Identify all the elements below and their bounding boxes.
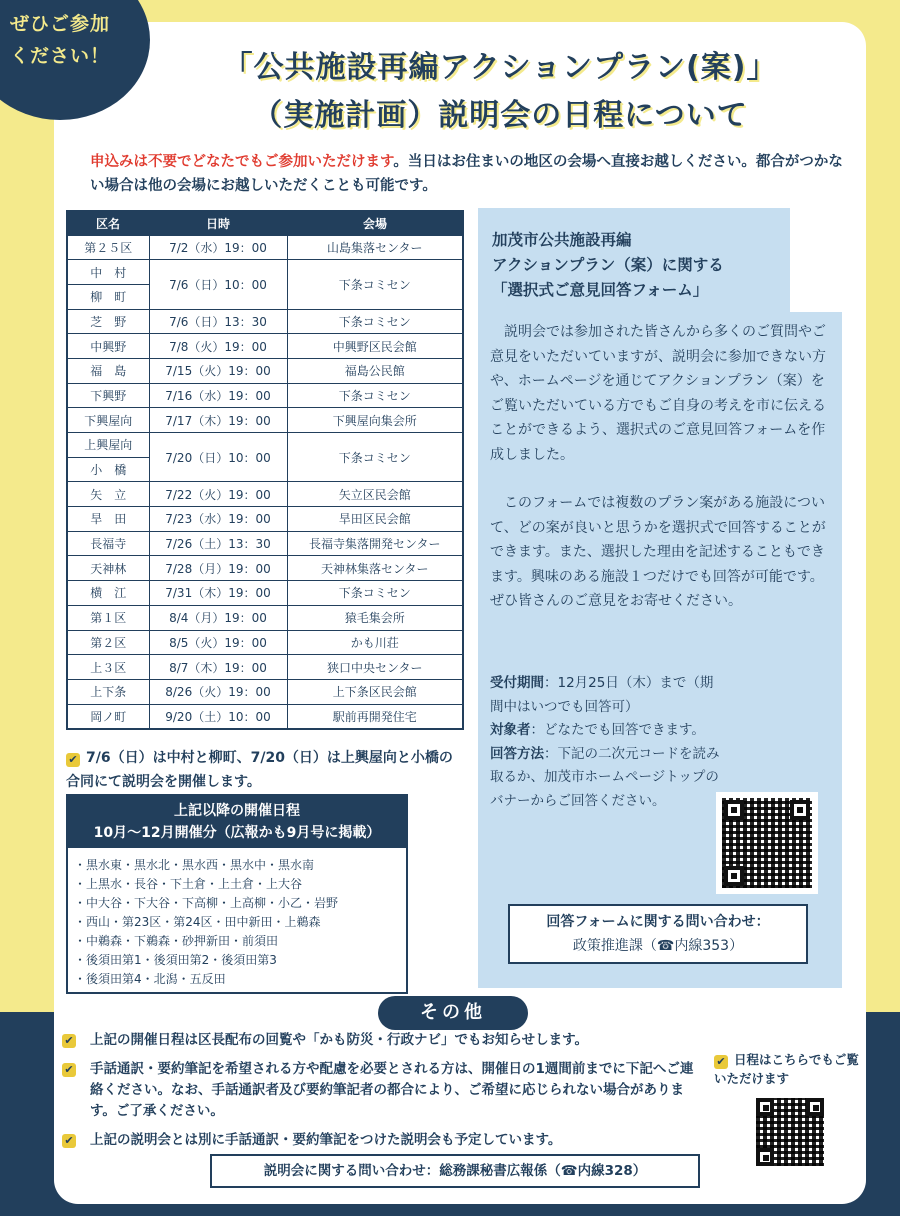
col-area-header: 区名 (67, 211, 149, 235)
cell-area: 第２５区 (67, 235, 149, 260)
later-head-line1: 上記以降の開催日程 (174, 803, 300, 819)
cell-venue: 山島集落センター (287, 235, 463, 260)
schedule-header-row (67, 211, 463, 235)
target-value: ：どなたでも回答できます。 (530, 722, 705, 738)
cell-date: 7/15（火）19：00 (149, 358, 287, 383)
cell-area: 芝 野 (67, 309, 149, 334)
target-row (490, 719, 720, 743)
table-row (67, 334, 463, 359)
table-row (67, 630, 463, 655)
table-row (67, 581, 463, 606)
table-row (67, 605, 463, 630)
cell-date: 7/20（日）10：00 (149, 433, 287, 482)
col-venue-header: 会場 (287, 211, 463, 235)
cell-date: 7/2（水）19：00 (149, 235, 287, 260)
list-item (62, 1130, 702, 1151)
side-note-text: 日程はこちらでもご覧いただけます (714, 1052, 859, 1086)
checkmark-icon: ✔ (62, 1134, 76, 1148)
other-heading: その他 (378, 996, 528, 1030)
bullet-text: 上記の開催日程は区長配布の回覧や「かも防災・行政ナビ」でもお知らせします。 (90, 1032, 589, 1048)
checkmark-icon: ✔ (62, 1063, 76, 1077)
cell-venue: かも川荘 (287, 630, 463, 655)
cell-date: 7/6（日）13：30 (149, 309, 287, 334)
cell-venue: 福島公民館 (287, 358, 463, 383)
list-item: ・上黒水・長谷・下土倉・上土倉・上大谷 (74, 877, 303, 891)
list-item: ・西山・第23区・第24区・田中新田・上鵜森 (74, 915, 321, 929)
cell-area: 中 村 (67, 260, 149, 285)
intro-red2: どなたでもご参加いただけます (191, 154, 394, 170)
table-row (67, 383, 463, 408)
panel-title-line1: 加茂市公共施設再編 (492, 231, 632, 249)
qr-finder (724, 800, 744, 820)
qr-finder (724, 866, 744, 886)
later-schedule-box (66, 794, 408, 994)
note-text: 7/6（日）は中村と柳町、7/20（日）は上興屋向と小橋の合同にて説明会を開催します。 (66, 750, 453, 790)
cell-date: 8/7（木）19：00 (149, 655, 287, 680)
cell-venue: 狭口中央センター (287, 655, 463, 680)
cell-date: 7/31（木）19：00 (149, 581, 287, 606)
intro-text (90, 150, 850, 198)
cell-venue: 下条コミセン (287, 309, 463, 334)
qr-finder (756, 1148, 774, 1166)
cell-area: 上下条 (67, 679, 149, 704)
cell-area: 第２区 (67, 630, 149, 655)
table-row (67, 704, 463, 729)
qr-finder (790, 800, 810, 820)
cell-area: 福 島 (67, 358, 149, 383)
cell-area: 上興屋向 (67, 433, 149, 458)
cell-area: 長福寺 (67, 531, 149, 556)
qr-finder (806, 1098, 824, 1116)
cell-area: 矢 立 (67, 482, 149, 507)
cell-area: 柳 町 (67, 284, 149, 309)
list-item: ・後須田第4・北潟・五反田 (74, 972, 226, 986)
cell-date: 7/23（水）19：00 (149, 507, 287, 532)
cell-date: 7/16（水）19：00 (149, 383, 287, 408)
panel-title-line3: 「選択式ご意見回答フォーム」 (492, 281, 709, 299)
list-item: ・黒水東・黒水北・黒水西・黒水中・黒水南 (74, 858, 315, 872)
table-row (67, 482, 463, 507)
cell-area: 中興野 (67, 334, 149, 359)
cell-area: 下興屋向 (67, 408, 149, 433)
cell-venue: 猿毛集会所 (287, 605, 463, 630)
table-row (67, 433, 463, 458)
cell-area: 第１区 (67, 605, 149, 630)
cell-date: 8/4（月）19：00 (149, 605, 287, 630)
bullet-text: 上記の説明会とは別に手話通訳・要約筆記をつけた説明会も予定しています。 (90, 1132, 562, 1148)
cell-area: 旱 田 (67, 507, 149, 532)
cell-date: 8/5（火）19：00 (149, 630, 287, 655)
method-label: 回答方法 (490, 745, 544, 762)
cell-venue: 下条コミセン (287, 581, 463, 606)
cell-area: 上３区 (67, 655, 149, 680)
cell-date: 9/20（土）10：00 (149, 704, 287, 729)
cell-venue: 駅前再開発住宅 (287, 704, 463, 729)
list-item: ・中大谷・下大谷・下高柳・上高柳・小乙・岩野 (74, 896, 339, 910)
cell-venue: 旱田区民会館 (287, 507, 463, 532)
other-bullets (62, 1030, 702, 1159)
col-date-header: 日時 (149, 211, 287, 235)
later-area-list (68, 848, 406, 989)
table-row (67, 531, 463, 556)
title-line2: （実施計画）説明会の日程について (252, 98, 748, 133)
list-item: ・中鵜森・下鵜森・砂押新田・前須田 (74, 934, 279, 948)
panel-body (490, 320, 830, 638)
intro-red1: 申込みは不要で (90, 154, 192, 170)
period-value: ：12月25日（木）まで（期間中はいつでも回答可） (490, 675, 714, 715)
bullet-text: 手話通訳・要約筆記を希望される方や配慮を必要とされる方は、開催日の1週間前までに下記へご連絡ください。なお、手話通訳者及び要約筆記者の都合により、ご希望に応じられない場合があります。ご了承ください。 (90, 1061, 694, 1119)
table-row (67, 507, 463, 532)
cell-venue: 下条コミセン (287, 433, 463, 482)
form-contact-box (508, 904, 808, 964)
badge-line1: ぜひご参加 (10, 13, 111, 35)
panel-title-line2: アクションプラン（案）に関する (492, 256, 724, 274)
list-item (62, 1030, 702, 1051)
title-line1: 「公共施設再編アクションプラン(案)」 (222, 50, 778, 85)
cell-area: 岡ノ町 (67, 704, 149, 729)
cell-date: 7/8（火）19：00 (149, 334, 287, 359)
form-qr-code-icon[interactable] (716, 792, 818, 894)
panel-paragraph-1: 説明会では参加された皆さんから多くのご質問やご意見をいただいていますが、説明会に参加できない方や、ホームページを通じてアクションプラン（案）をご覧いただいている方でもご自身の考えを市に伝えることができるよう、選択式のご意見回答フォームを作成しました。 (490, 324, 826, 463)
method-value: ：下記の二次元コードを読み取るか、加茂市ホームページトップのバナーからご回答ください。 (490, 745, 720, 809)
list-item: ・後須田第1・後須田第2・後須田第3 (74, 953, 277, 967)
cell-venue: 中興野区民会館 (287, 334, 463, 359)
cell-area: 天神林 (67, 556, 149, 581)
cell-date: 7/26（土）13：30 (149, 531, 287, 556)
form-contact-label: 回答フォームに関する問い合わせ： (546, 914, 770, 930)
cell-date: 7/22（火）19：00 (149, 482, 287, 507)
panel-paragraph-2: このフォームでは複数のプラン案がある施設について、どの案が良いと思うかを選択式で回答することができます。また、選択した理由を記述することもできます。興味のある施設１つだけでも回答が可能です。ぜひ皆さんのご意見をお寄せください。 (490, 495, 826, 609)
cell-date: 8/26（火）19：00 (149, 679, 287, 704)
joint-session-note (66, 746, 466, 794)
cell-date: 7/6（日）10：00 (149, 260, 287, 309)
checkmark-icon: ✔ (62, 1034, 76, 1048)
checkmark-icon: ✔ (714, 1055, 728, 1069)
badge-line2: ください！ (10, 45, 111, 67)
cell-venue: 長福寺集落開発センター (287, 531, 463, 556)
list-item (62, 1059, 702, 1122)
schedule-table (66, 210, 464, 730)
schedule-qr-note (714, 1050, 864, 1088)
table-row (67, 358, 463, 383)
period-label: 受付期間 (490, 675, 544, 691)
cell-date: 7/28（月）19：00 (149, 556, 287, 581)
method-row (490, 743, 720, 814)
schedule-qr-code-icon[interactable] (752, 1094, 828, 1170)
later-head-line2: 10月～12月開催分（広報かも9月号に掲載） (93, 825, 381, 841)
panel-title (492, 228, 792, 303)
cell-venue: 下条コミセン (287, 383, 463, 408)
table-row (67, 655, 463, 680)
cell-area: 横 江 (67, 581, 149, 606)
table-row (67, 260, 463, 285)
cell-venue: 天神林集落センター (287, 556, 463, 581)
cell-venue: 下興屋向集会所 (287, 408, 463, 433)
table-row (67, 408, 463, 433)
cell-date: 7/17（木）19：00 (149, 408, 287, 433)
cell-area: 小 橋 (67, 457, 149, 482)
table-row (67, 235, 463, 260)
intro-rest: 。当日はお住まいの地区の会場へ直接お越しください。都合がつかない場合は他の会場にお越しいただくことも可能です。 (90, 154, 843, 194)
table-row (67, 309, 463, 334)
target-label: 対象者 (490, 722, 531, 738)
period-row (490, 672, 720, 719)
page-title (150, 44, 850, 140)
table-row (67, 556, 463, 581)
cell-venue: 下条コミセン (287, 260, 463, 309)
table-row (67, 679, 463, 704)
cell-venue: 上下条区民会館 (287, 679, 463, 704)
form-contact-value: 政策推進課（☎内線353） (572, 938, 744, 954)
cell-area: 下興野 (67, 383, 149, 408)
checkmark-icon: ✔ (66, 753, 80, 767)
panel-info (490, 672, 720, 813)
session-contact-box: 説明会に関する問い合わせ：総務課秘書広報係（☎内線328） (210, 1154, 700, 1188)
later-schedule-header (68, 796, 406, 848)
qr-finder (756, 1098, 774, 1116)
panel-notch (790, 208, 842, 312)
cell-venue: 矢立区民会館 (287, 482, 463, 507)
